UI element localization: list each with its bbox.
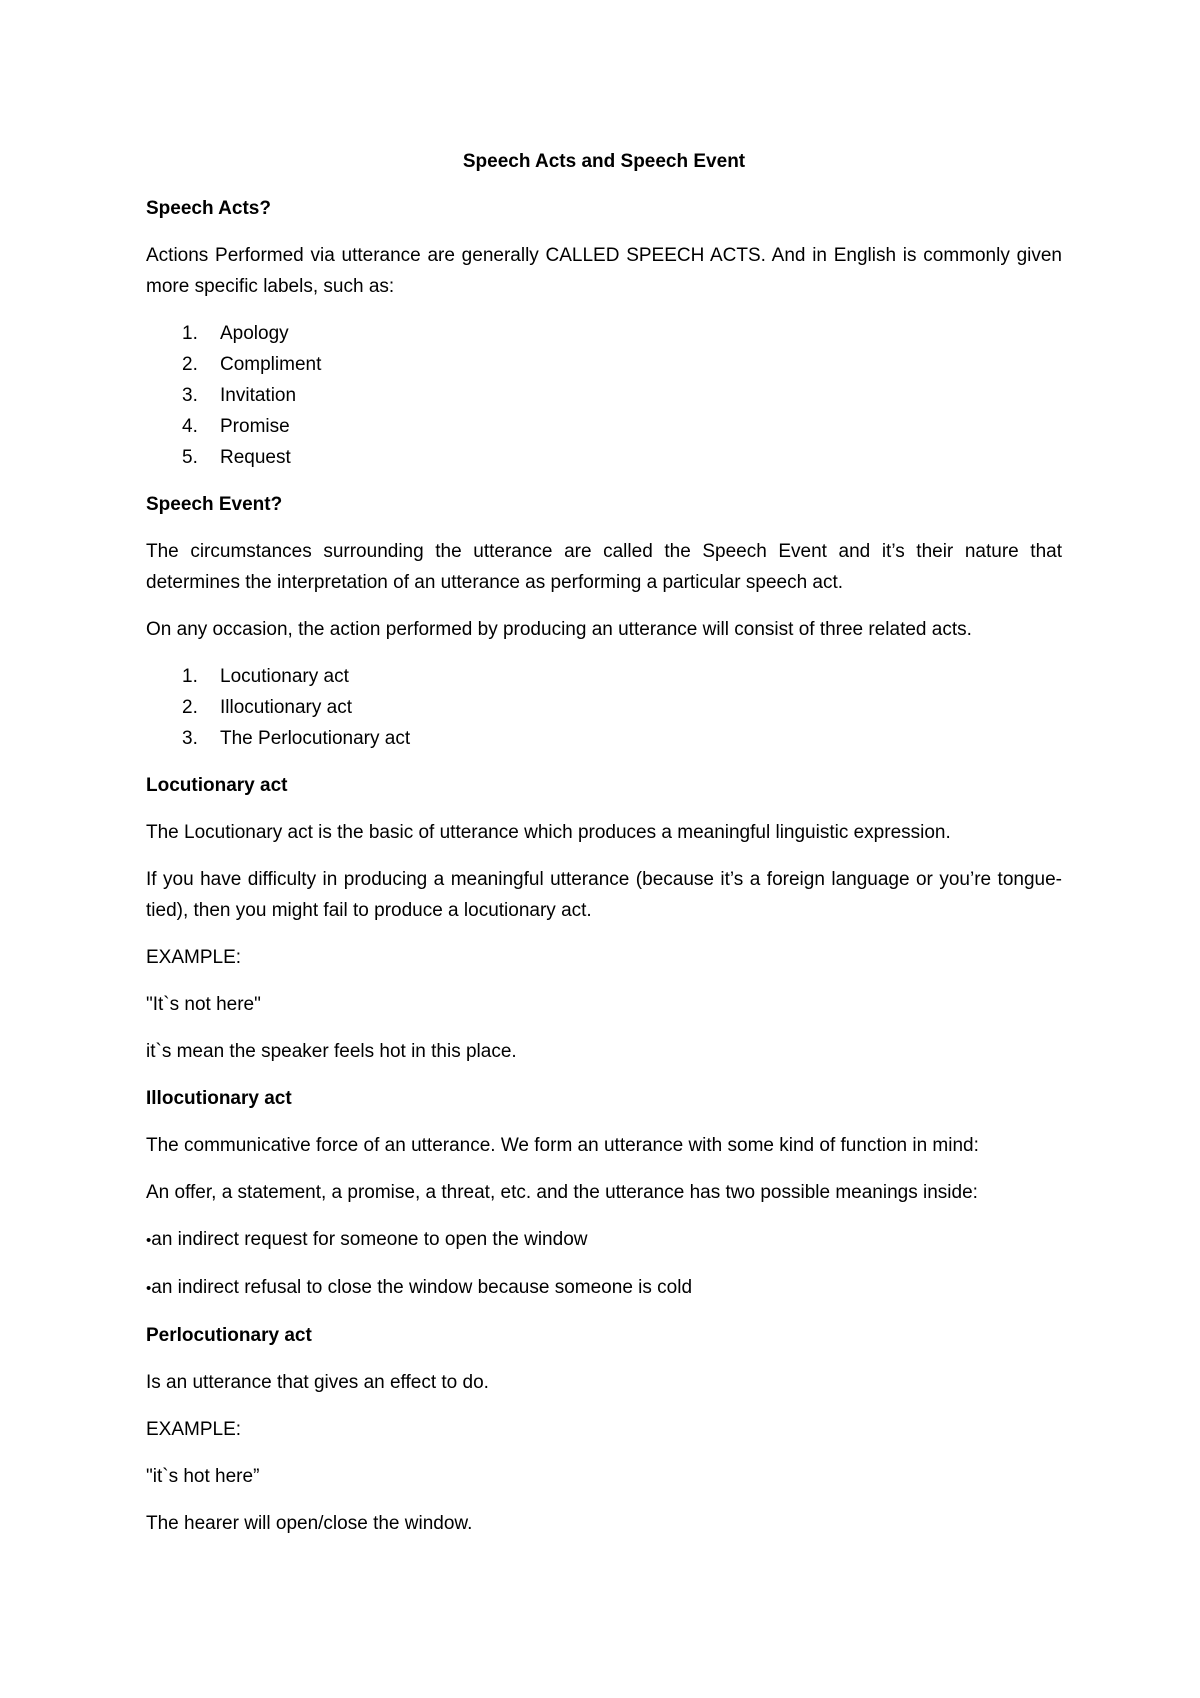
page-title: Speech Acts and Speech Event: [462, 151, 746, 172]
list-speech-act-labels: [146, 318, 1062, 473]
example-meaning: it`s mean the speaker feels hot in this place.: [146, 1041, 517, 1062]
paragraph-speech-event-definition: The circumstances surrounding the utterance are called the Speech Event and it’s their nature that determines the interpretation of an utterance as performing a particular speech act.: [146, 541, 1062, 593]
example-label: EXAMPLE:: [146, 1419, 242, 1440]
list-item: [146, 661, 1062, 692]
list-number: 3.: [182, 728, 198, 749]
paragraph-locutionary-difficulty: If you have difficulty in producing a meaningful utterance (because it’s a foreign language or you’re tongue-tied), then you might fail to produce a locutionary act.: [146, 869, 1062, 921]
paragraph-illocutionary-definition: The communicative force of an utterance. We form an utterance with some kind of function in mind:: [146, 1135, 979, 1156]
paragraph-speech-acts-definition: Actions Performed via utterance are generally CALLED SPEECH ACTS. And in English is commonly given more specific labels, such as:: [146, 245, 1062, 297]
bullet-icon: •: [146, 1232, 152, 1249]
list-item: [146, 723, 1062, 754]
bullet-text: an indirect request for someone to open the window: [151, 1229, 588, 1250]
list-number: 2.: [182, 354, 198, 375]
list-item: [146, 349, 1062, 380]
heading-illocutionary-act: Illocutionary act: [146, 1088, 292, 1109]
example-label: EXAMPLE:: [146, 947, 242, 968]
paragraph-perlocutionary-definition: Is an utterance that gives an effect to do.: [146, 1372, 489, 1393]
list-item-text: Promise: [220, 416, 290, 437]
heading-perlocutionary-act: Perlocutionary act: [146, 1325, 312, 1346]
paragraph-illocutionary-meanings: An offer, a statement, a promise, a threat, etc. and the utterance has two possible meanings inside:: [146, 1182, 978, 1203]
list-item-text: Compliment: [220, 354, 322, 375]
bullet-icon: •: [146, 1280, 152, 1297]
list-item-text: Invitation: [220, 385, 297, 406]
paragraph-three-acts: On any occasion, the action performed by producing an utterance will consist of three related acts.: [146, 619, 972, 640]
list-item: [146, 411, 1062, 442]
list-item-text: The Perlocutionary act: [220, 728, 411, 749]
example-quote: "it`s hot here”: [146, 1466, 260, 1487]
list-item-text: Illocutionary act: [220, 697, 353, 718]
list-number: 3.: [182, 385, 198, 406]
list-item-text: Apology: [220, 323, 289, 344]
document-body: [146, 146, 1062, 1555]
list-number: 1.: [182, 666, 198, 687]
example-result: The hearer will open/close the window.: [146, 1513, 473, 1534]
bullet-text: an indirect refusal to close the window because someone is cold: [151, 1277, 693, 1298]
list-item: [146, 442, 1062, 473]
paragraph-locutionary-definition: The Locutionary act is the basic of utterance which produces a meaningful linguistic expression.: [146, 822, 951, 843]
list-number: 4.: [182, 416, 198, 437]
list-item-text: Request: [220, 447, 291, 468]
list-number: 2.: [182, 697, 198, 718]
bullet-item: [146, 1224, 1062, 1256]
list-item: [146, 318, 1062, 349]
list-item: [146, 692, 1062, 723]
heading-speech-acts: Speech Acts?: [146, 198, 271, 219]
bullet-item: [146, 1272, 1062, 1304]
list-number: 1.: [182, 323, 198, 344]
list-number: 5.: [182, 447, 198, 468]
heading-locutionary-act: Locutionary act: [146, 775, 288, 796]
list-three-acts: [146, 661, 1062, 754]
example-quote: "It`s not here": [146, 994, 261, 1015]
heading-speech-event: Speech Event?: [146, 494, 283, 515]
list-item-text: Locutionary act: [220, 666, 349, 687]
list-item: [146, 380, 1062, 411]
